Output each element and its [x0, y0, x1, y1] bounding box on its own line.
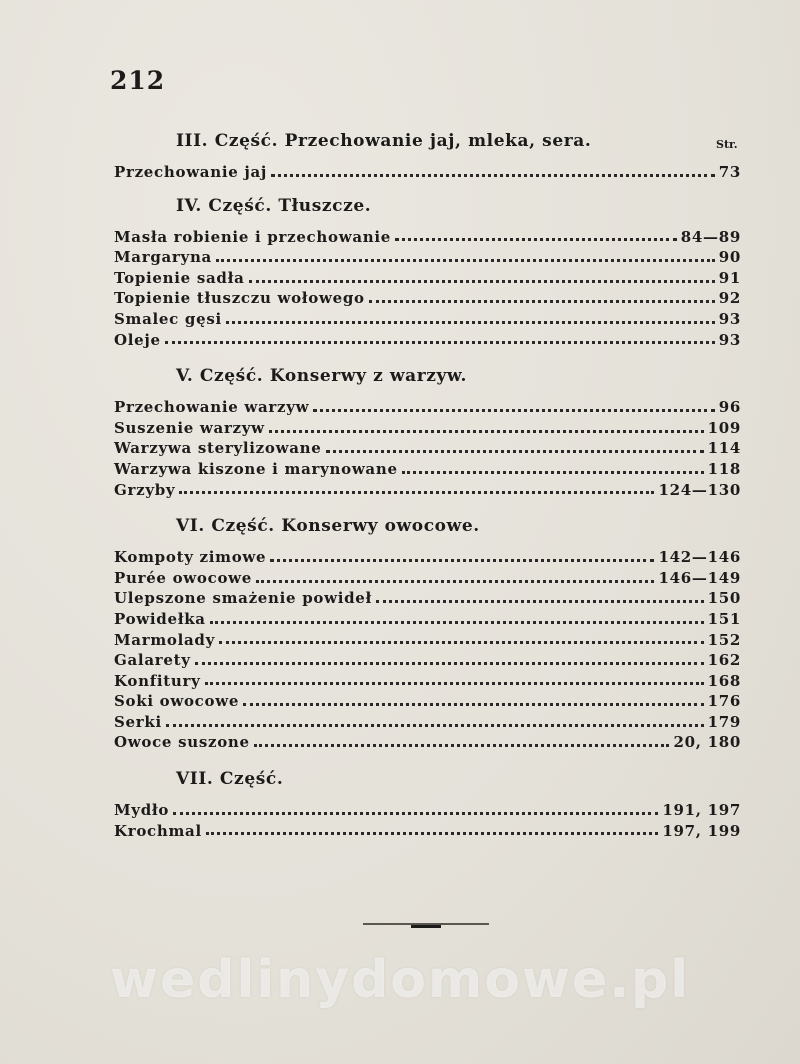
entry-page: 124—130 [658, 480, 741, 499]
toc-entry [114, 309, 741, 330]
toc-entry [114, 227, 741, 248]
section-entries [114, 227, 741, 351]
section-title: V. Część. Konserwy z warzyw. [176, 366, 468, 387]
entry-name: Purée owocowe [114, 568, 253, 587]
section-entries [114, 162, 741, 183]
dot-leader [179, 491, 654, 494]
dot-leader [205, 682, 704, 685]
section-entries [114, 547, 741, 753]
entry-name: Galarety [114, 651, 191, 670]
end-rule-mark [411, 925, 441, 928]
entry-page: 151 [707, 609, 741, 628]
toc-entry [114, 588, 741, 609]
entry-name: Margaryna [114, 248, 212, 267]
entry-page: 168 [707, 671, 741, 690]
dot-leader [166, 724, 704, 727]
dot-leader [243, 703, 704, 706]
entry-name: Warzywa sterylizowane [114, 439, 322, 458]
toc-section [114, 194, 741, 351]
dot-leader [313, 409, 714, 412]
section-title: III. Część. Przechowanie jaj, mleka, sera. [176, 131, 592, 151]
toc-entry [114, 397, 741, 418]
entry-page: 179 [707, 712, 741, 731]
entry-page: 114 [707, 439, 741, 458]
entry-page: 93 [718, 309, 741, 328]
entry-page: 150 [707, 589, 741, 608]
entry-name: Smalec gęsi [114, 309, 222, 328]
dot-leader [165, 341, 715, 344]
entry-page: 162 [707, 651, 741, 670]
entry-name: Przechowanie jaj [114, 163, 268, 181]
dot-leader [206, 832, 658, 835]
dot-leader [195, 662, 704, 665]
entry-page: 176 [707, 692, 741, 711]
dot-leader [271, 174, 715, 177]
table-of-contents [114, 129, 741, 841]
entry-name: Grzyby [114, 480, 176, 499]
entry-name: Soki owocowe [114, 692, 240, 711]
dot-leader [326, 450, 704, 453]
toc-section [114, 514, 741, 753]
dot-leader [216, 259, 715, 262]
dot-leader [173, 812, 658, 815]
entry-name: Konfitury [114, 671, 201, 690]
dot-leader [269, 430, 704, 433]
toc-entry [114, 650, 741, 671]
toc-entry [114, 268, 741, 289]
section-entries [114, 800, 741, 841]
dot-leader [219, 641, 704, 644]
dot-leader [249, 280, 715, 283]
dot-leader [210, 621, 704, 624]
entry-name: Ulepszone smażenie powideł [114, 589, 373, 608]
toc-entry [114, 480, 741, 501]
section-title: VII. Część. [176, 769, 284, 790]
toc-entry [114, 671, 741, 692]
toc-entry [114, 547, 741, 568]
dot-leader [395, 238, 677, 241]
entry-name: Powidełka [114, 609, 206, 628]
toc-section [114, 767, 741, 841]
entry-page: 73 [718, 163, 741, 181]
toc-entry [114, 691, 741, 712]
section-title: IV. Część. Tłuszcze. [176, 195, 372, 216]
entry-name: Serki [114, 712, 162, 731]
page-number: 212 [110, 66, 166, 95]
toc-section [114, 129, 741, 183]
entry-name: Warzywa kiszone i marynowane [114, 459, 398, 478]
watermark: wedlinydomowe.pl [109, 950, 691, 1010]
dot-leader [402, 471, 704, 474]
entry-name: Suszenie warzyw [114, 418, 265, 437]
entry-page: 152 [707, 630, 741, 649]
entry-name: Mydło [114, 801, 170, 820]
dot-leader [270, 559, 654, 562]
entry-name: Topienie tłuszczu wołowego [114, 289, 365, 308]
entry-page: 109 [707, 418, 741, 437]
entry-page: 90 [718, 248, 741, 267]
entry-page: 84—89 [680, 227, 741, 246]
dot-leader [256, 580, 654, 583]
toc-entry [114, 438, 741, 459]
entry-page: 191, 197 [662, 801, 741, 820]
entry-page: 146—149 [658, 568, 741, 587]
page-column-header: Str. [716, 138, 738, 151]
entry-name: Kompoty zimowe [114, 548, 267, 567]
entry-name: Topienie sadła [114, 268, 245, 287]
toc-entry [114, 330, 741, 351]
toc-section [114, 364, 741, 500]
entry-page: 20, 180 [673, 733, 741, 752]
entry-name: Masła robienie i przechowanie [114, 227, 391, 246]
dot-leader [254, 744, 670, 747]
toc-entry [114, 821, 741, 842]
toc-entry [114, 247, 741, 268]
entry-page: 197, 199 [662, 821, 741, 840]
toc-entry [114, 568, 741, 589]
entry-page: 93 [718, 330, 741, 349]
toc-entry [114, 630, 741, 651]
section-entries [114, 397, 741, 500]
entry-name: Przechowanie warzyw [114, 398, 310, 417]
entry-page: 142—146 [658, 548, 741, 567]
dot-leader [376, 600, 704, 603]
entry-name: Marmolady [114, 630, 216, 649]
dot-leader [369, 300, 715, 303]
toc-entry [114, 800, 741, 821]
entry-page: 91 [718, 268, 741, 287]
toc-entry [114, 418, 741, 439]
toc-entry [114, 609, 741, 630]
dot-leader [226, 321, 715, 324]
toc-entry [114, 459, 741, 480]
entry-name: Krochmal [114, 821, 202, 840]
toc-entry [114, 288, 741, 309]
toc-entry [114, 162, 741, 183]
section-title: VI. Część. Konserwy owocowe. [176, 516, 480, 537]
entry-name: Owoce suszone [114, 733, 250, 752]
entry-page: 92 [718, 289, 741, 308]
entry-name: Oleje [114, 330, 161, 349]
entry-page: 96 [718, 398, 741, 417]
toc-entry [114, 712, 741, 733]
entry-page: 118 [707, 459, 741, 478]
toc-entry [114, 732, 741, 753]
